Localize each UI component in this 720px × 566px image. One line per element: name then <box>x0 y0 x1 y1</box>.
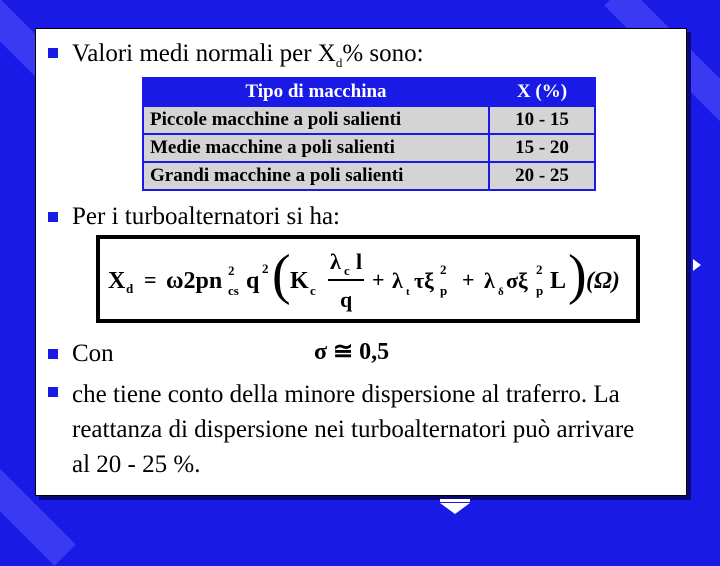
svg-text:t: t <box>406 286 410 298</box>
svg-text:cs: cs <box>228 283 239 298</box>
svg-text:δ: δ <box>498 286 504 298</box>
right-arrow-icon[interactable] <box>693 259 701 271</box>
table-cell: 20 - 25 <box>489 162 595 190</box>
down-arrow-icon[interactable] <box>440 503 470 514</box>
svg-text:c: c <box>344 263 350 278</box>
svg-text:2: 2 <box>262 261 269 276</box>
table-header-row <box>143 78 595 106</box>
svg-text:d: d <box>126 281 134 296</box>
svg-text:λ: λ <box>330 249 341 274</box>
svg-text:τξ: τξ <box>414 268 434 293</box>
table-cell: Piccole macchine a poli salienti <box>143 106 489 134</box>
bullet-3-text: Con <box>72 340 114 367</box>
svg-text:L: L <box>550 268 567 294</box>
square-bullet-icon <box>48 48 58 58</box>
table-cell: 10 - 15 <box>489 106 595 134</box>
table-header-cell: X (%) <box>489 78 595 106</box>
formula-image <box>100 239 636 319</box>
bullet-1-subscript: d <box>335 55 343 70</box>
svg-text:2: 2 <box>536 262 543 277</box>
square-bullet-icon <box>48 349 58 359</box>
square-bullet-icon <box>48 387 58 397</box>
slide-panel <box>35 28 687 496</box>
bullet-4-text: che tiene conto della minore dispersione al traferro. La reattanza di dispersione nei turboalternatori può arrivare al 20 - 25 %. <box>72 381 635 478</box>
svg-text:l: l <box>356 249 363 274</box>
svg-text:q: q <box>340 287 353 312</box>
svg-text:q: q <box>246 268 260 294</box>
table-cell: Medie macchine a poli salienti <box>143 134 489 162</box>
table-header-cell: Tipo di macchina <box>143 78 489 106</box>
table-row <box>143 134 595 162</box>
svg-text:σξ: σξ <box>506 268 528 293</box>
bullet-1-text <box>72 39 424 72</box>
svg-text:X: X <box>108 268 126 294</box>
formula-box <box>96 235 640 323</box>
svg-text:K: K <box>290 268 309 294</box>
svg-text:c: c <box>310 283 316 298</box>
sigma-expression: σ ≅ 0,5 <box>314 339 390 365</box>
bullet-1-suffix: % sono: <box>342 40 424 67</box>
table-row <box>143 106 595 134</box>
svg-text:): ) <box>568 244 587 306</box>
table-row <box>143 162 595 190</box>
svg-text:+: + <box>372 267 385 292</box>
svg-text:2: 2 <box>228 263 235 278</box>
svg-text:(: ( <box>272 244 291 306</box>
table-cell: 15 - 20 <box>489 134 595 162</box>
svg-text:+: + <box>462 267 475 292</box>
bullet-2-text: Per i turboalternatori si ha: <box>72 203 340 230</box>
machine-table <box>142 77 596 191</box>
down-arrow-bar <box>440 499 470 502</box>
svg-text:p: p <box>536 283 544 298</box>
svg-text:λ: λ <box>484 268 495 293</box>
svg-text:=: = <box>144 267 157 292</box>
svg-text:λ: λ <box>392 268 403 293</box>
svg-text:p: p <box>440 283 448 298</box>
table-cell: Grandi macchine a poli salienti <box>143 162 489 190</box>
square-bullet-icon <box>48 212 58 222</box>
svg-text:2: 2 <box>440 262 447 277</box>
svg-text:ω2pn: ω2pn <box>166 268 223 294</box>
svg-text:(Ω): (Ω) <box>586 268 620 294</box>
bullet-1-prefix: Valori medi normali per X <box>72 40 336 67</box>
